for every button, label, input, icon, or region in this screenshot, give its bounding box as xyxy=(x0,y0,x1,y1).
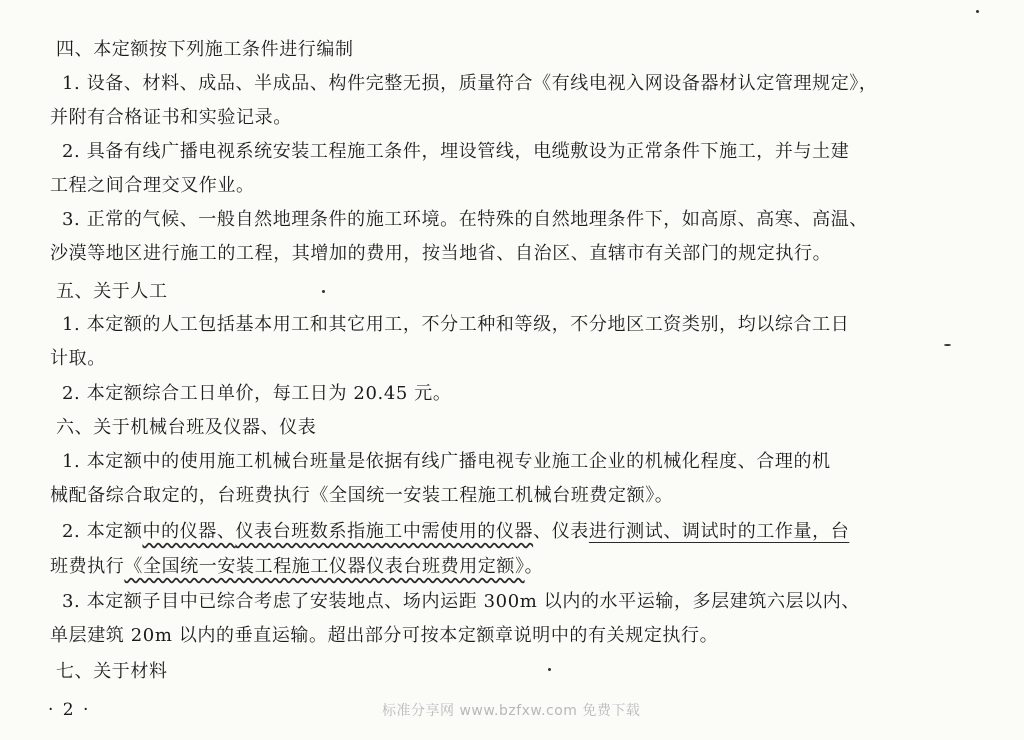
paragraph-line: 并附有合格证书和实验记录。 xyxy=(50,107,292,128)
page-number: · 2 · xyxy=(48,700,91,720)
text-segment: 班费执行 xyxy=(50,556,125,577)
section-heading-5: 五、关于人工 xyxy=(56,281,168,302)
paragraph-line: 单层建筑 20m 以内的垂直运输。超出部分可按本定额章说明中的有关规定执行。 xyxy=(50,625,719,646)
scan-speck xyxy=(322,290,325,293)
underlined-segment: 进行测试、调试时的工作量，台 xyxy=(588,521,850,542)
text-segment: 、仪表 xyxy=(533,521,589,542)
text-segment: 2. 本定额 xyxy=(62,521,143,542)
scan-speck xyxy=(548,668,551,671)
scan-speck xyxy=(976,10,979,13)
paragraph-line-annotated xyxy=(50,555,543,579)
paragraph-line: 3. 本定额子目中已综合考虑了安装地点、场内运距 300m 以内的水平运输，多层建筑六层以内、 xyxy=(62,591,860,612)
paragraph-line: 2. 具备有线广播电视系统安装工程施工条件，埋设管线，电缆敷设为正常条件下施工，并与土建 xyxy=(62,141,850,162)
paragraph-line: 工程之间合理交叉作业。 xyxy=(50,175,255,196)
paragraph-line: 3. 正常的气候、一般自然地理条件的施工环境。在特殊的自然地理条件下，如高原、高寒、高温、 xyxy=(62,209,868,230)
underlined-segment: 中的仪器、 xyxy=(142,521,236,542)
paragraph-line: 2. 本定额综合工日单价，每工日为 20.45 元。 xyxy=(62,383,452,404)
paragraph-line: 1. 设备、材料、成品、半成品、构件完整无损，质量符合《有线电视入网设备器材认定管理规定》， xyxy=(62,73,878,94)
watermark: 标准分享网 www.bzfxw.com 免费下载 xyxy=(382,703,641,719)
paragraph-line: 1. 本定额中的使用施工机械台班量是依据有线广播电视专业施工企业的机械化程度、合理的机 xyxy=(62,451,831,472)
paragraph-line: 沙漠等地区进行施工的工程，其增加的费用，按当地省、自治区、直辖市有关部门的规定执行。 xyxy=(50,243,832,264)
section-heading-4: 四、本定额按下列施工条件进行编制 xyxy=(56,39,354,60)
underlined-segment: 仪表台班数系指施工中需使用的仪器 xyxy=(235,521,534,542)
section-heading-6: 六、关于机械台班及仪器、仪表 xyxy=(56,417,317,438)
scan-speck xyxy=(944,344,951,346)
text-segment: 。 xyxy=(524,556,544,577)
underlined-segment: 《全国统一安装工程施工仪器仪表台班费用定额》 xyxy=(124,556,525,577)
paragraph-line: 1. 本定额的人工包括基本用工和其它用工，不分工种和等级，不分地区工资类别，均以综合工日 xyxy=(62,314,850,335)
paragraph-line-annotated xyxy=(62,520,849,544)
paragraph-line: 械配备综合取定的，台班费执行《全国统一安装工程施工机械台班费定额》。 xyxy=(50,485,674,506)
paragraph-line: 计取。 xyxy=(50,348,106,369)
section-heading-7: 七、关于材料 xyxy=(56,661,168,682)
